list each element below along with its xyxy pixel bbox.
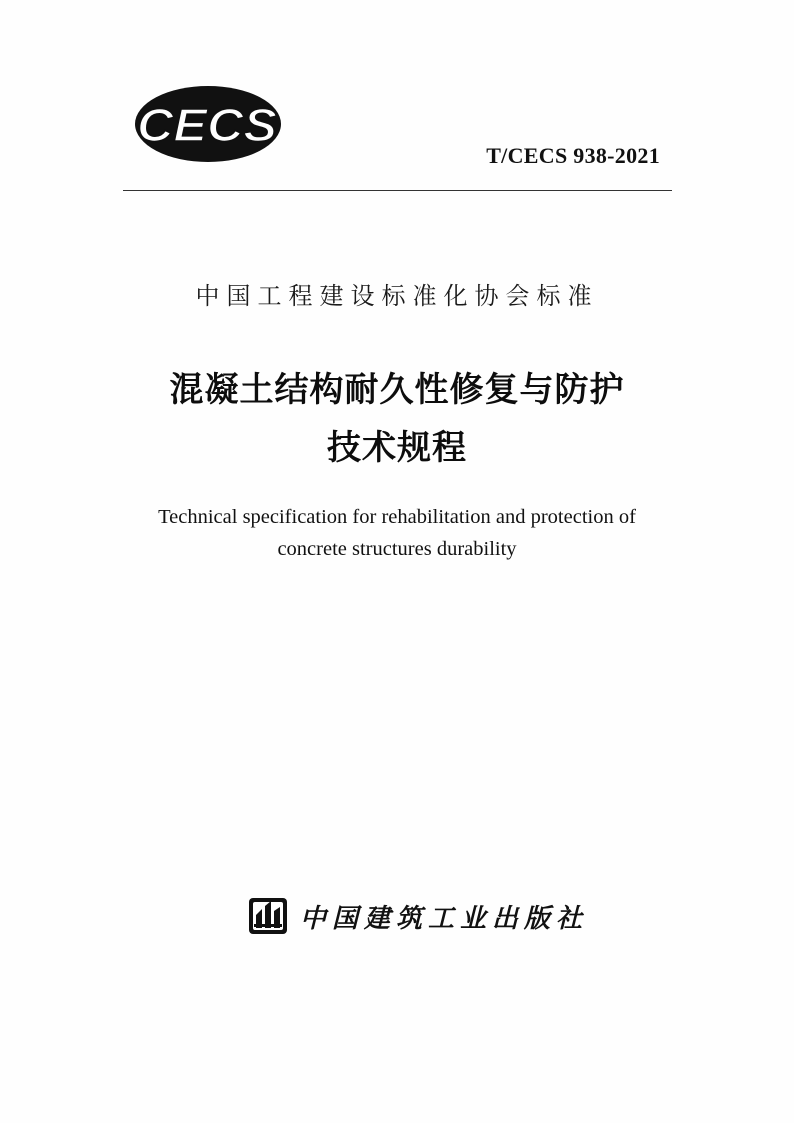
svg-text:CECS: CECS xyxy=(137,99,278,151)
cecs-logo xyxy=(132,84,284,164)
title-english-line-1: Technical specification for rehabilitation and protection of xyxy=(158,506,636,528)
publisher-name: 中国建筑工业出版社 xyxy=(300,903,589,934)
standard-series: 中国工程建设标准化协会标准 xyxy=(195,282,599,310)
publisher xyxy=(248,896,588,936)
publisher-logo-icon xyxy=(248,897,288,935)
standard-number: T/CECS 938-2021 xyxy=(486,143,660,168)
title-chinese-line-2: 技术规程 xyxy=(327,428,467,468)
header-divider xyxy=(123,190,672,191)
title-chinese-line-1: 混凝土结构耐久性修复与防护 xyxy=(169,370,625,410)
title-english-line-2: concrete structures durability xyxy=(277,538,517,560)
